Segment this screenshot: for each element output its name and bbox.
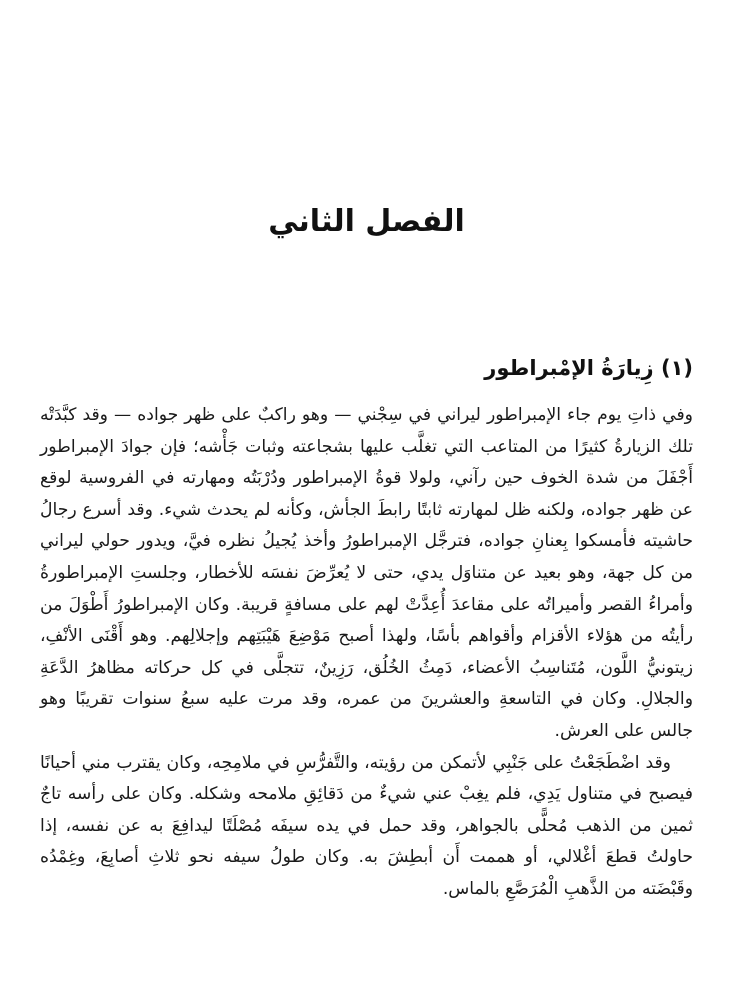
section-heading: (١) زِيارَةُ الإمْبراطور bbox=[484, 356, 693, 380]
paragraph-1: وفي ذاتِ يوم جاء الإمبراطور ليراني في سِجْني — وهو راكبٌ على ظهر جواده — وقد كبَّدَتْه تلك الزيارةُ كثيرًا من المتاعب التي تغلَّب عليها بشجاعته وثبات جَأْشه؛ فإن جوادَ الإمبراطور أَجْفَلَ من شدة الخوف حين رآني، ولولا قوةُ الإمبراطور ودُرْبَتُه ومهارته في الفروسية لوقع عن ظهر جواده، ولكنه ظل لمهارته ثابتًا رابطَ الجأش، وكأنه لم يحدث شيء. وقد أسرع رجالُ حاشيته فأمسكوا بِعنانِ جواده، فترجَّل الإمبراطورُ وأخذ يُجيلُ نظره فيَّ، ويدور حولي ليراني من كل جهة، وهو بعيد عن متناوَل يدي، حتى لا يُعرِّضَ نفسَه للأخطار، وجلستِ الإمبراطورةُ وأمراءُ القصر وأميراتُه على مقاعدَ أُعِدَّتْ لهم على مسافةٍ قريبة. وكان الإمبراطورُ أَطْوَلَ من رأيتُه من هؤلاء الأقزام وأقواهم بأسًا، ولهذا أصبح مَوْضِعَ هَيْبَتِهم وإجلالِهم. وهو أَقْنَى الأنْفِ، زيتونيُّ اللَّون، مُتَناسِبُ الأعضاء، دَمِثُ الخُلُق، رَزِينٌ، تتجلَّى في كل حركاته مظاهرُ الدَّعَةِ والجلالِ. وكان في التاسعةِ والعشرينَ من عمره، وقد مرت عليه سبعُ سنوات تقريبًا وهو جالس على العرش. bbox=[40, 405, 693, 741]
body-text bbox=[40, 400, 693, 906]
chapter-title: الفصل الثاني bbox=[268, 204, 465, 239]
paragraph-2: وقد اضْطَجَعْتُ على جَنْبِي لأتمكن من رؤيته، والتَّفرُّسِ في ملامِحِه، وكان يقترب مني أحيانًا فيصبح في متناول يَدِي، فلم يغِبْ عني شيءٌ من دَقائِقِ ملامحه وشكله. وكان على رأسه تاجٌ ثمين من الذهب مُحلًّى بالجواهر، وقد حمل في يده سيفَه مُصْلَتًا ليدافِعَ به عن نفسه، إذا حاولتُ قطعَ أغْلالي، أو هممت أَن أبطِشَ به. وكان طولُ سيفه نحو ثلاثِ أصابِعَ، وغِمْدُه وقَبْضَته من الذَّهبِ الْمُرَصَّعِ بالماس. bbox=[40, 752, 693, 899]
